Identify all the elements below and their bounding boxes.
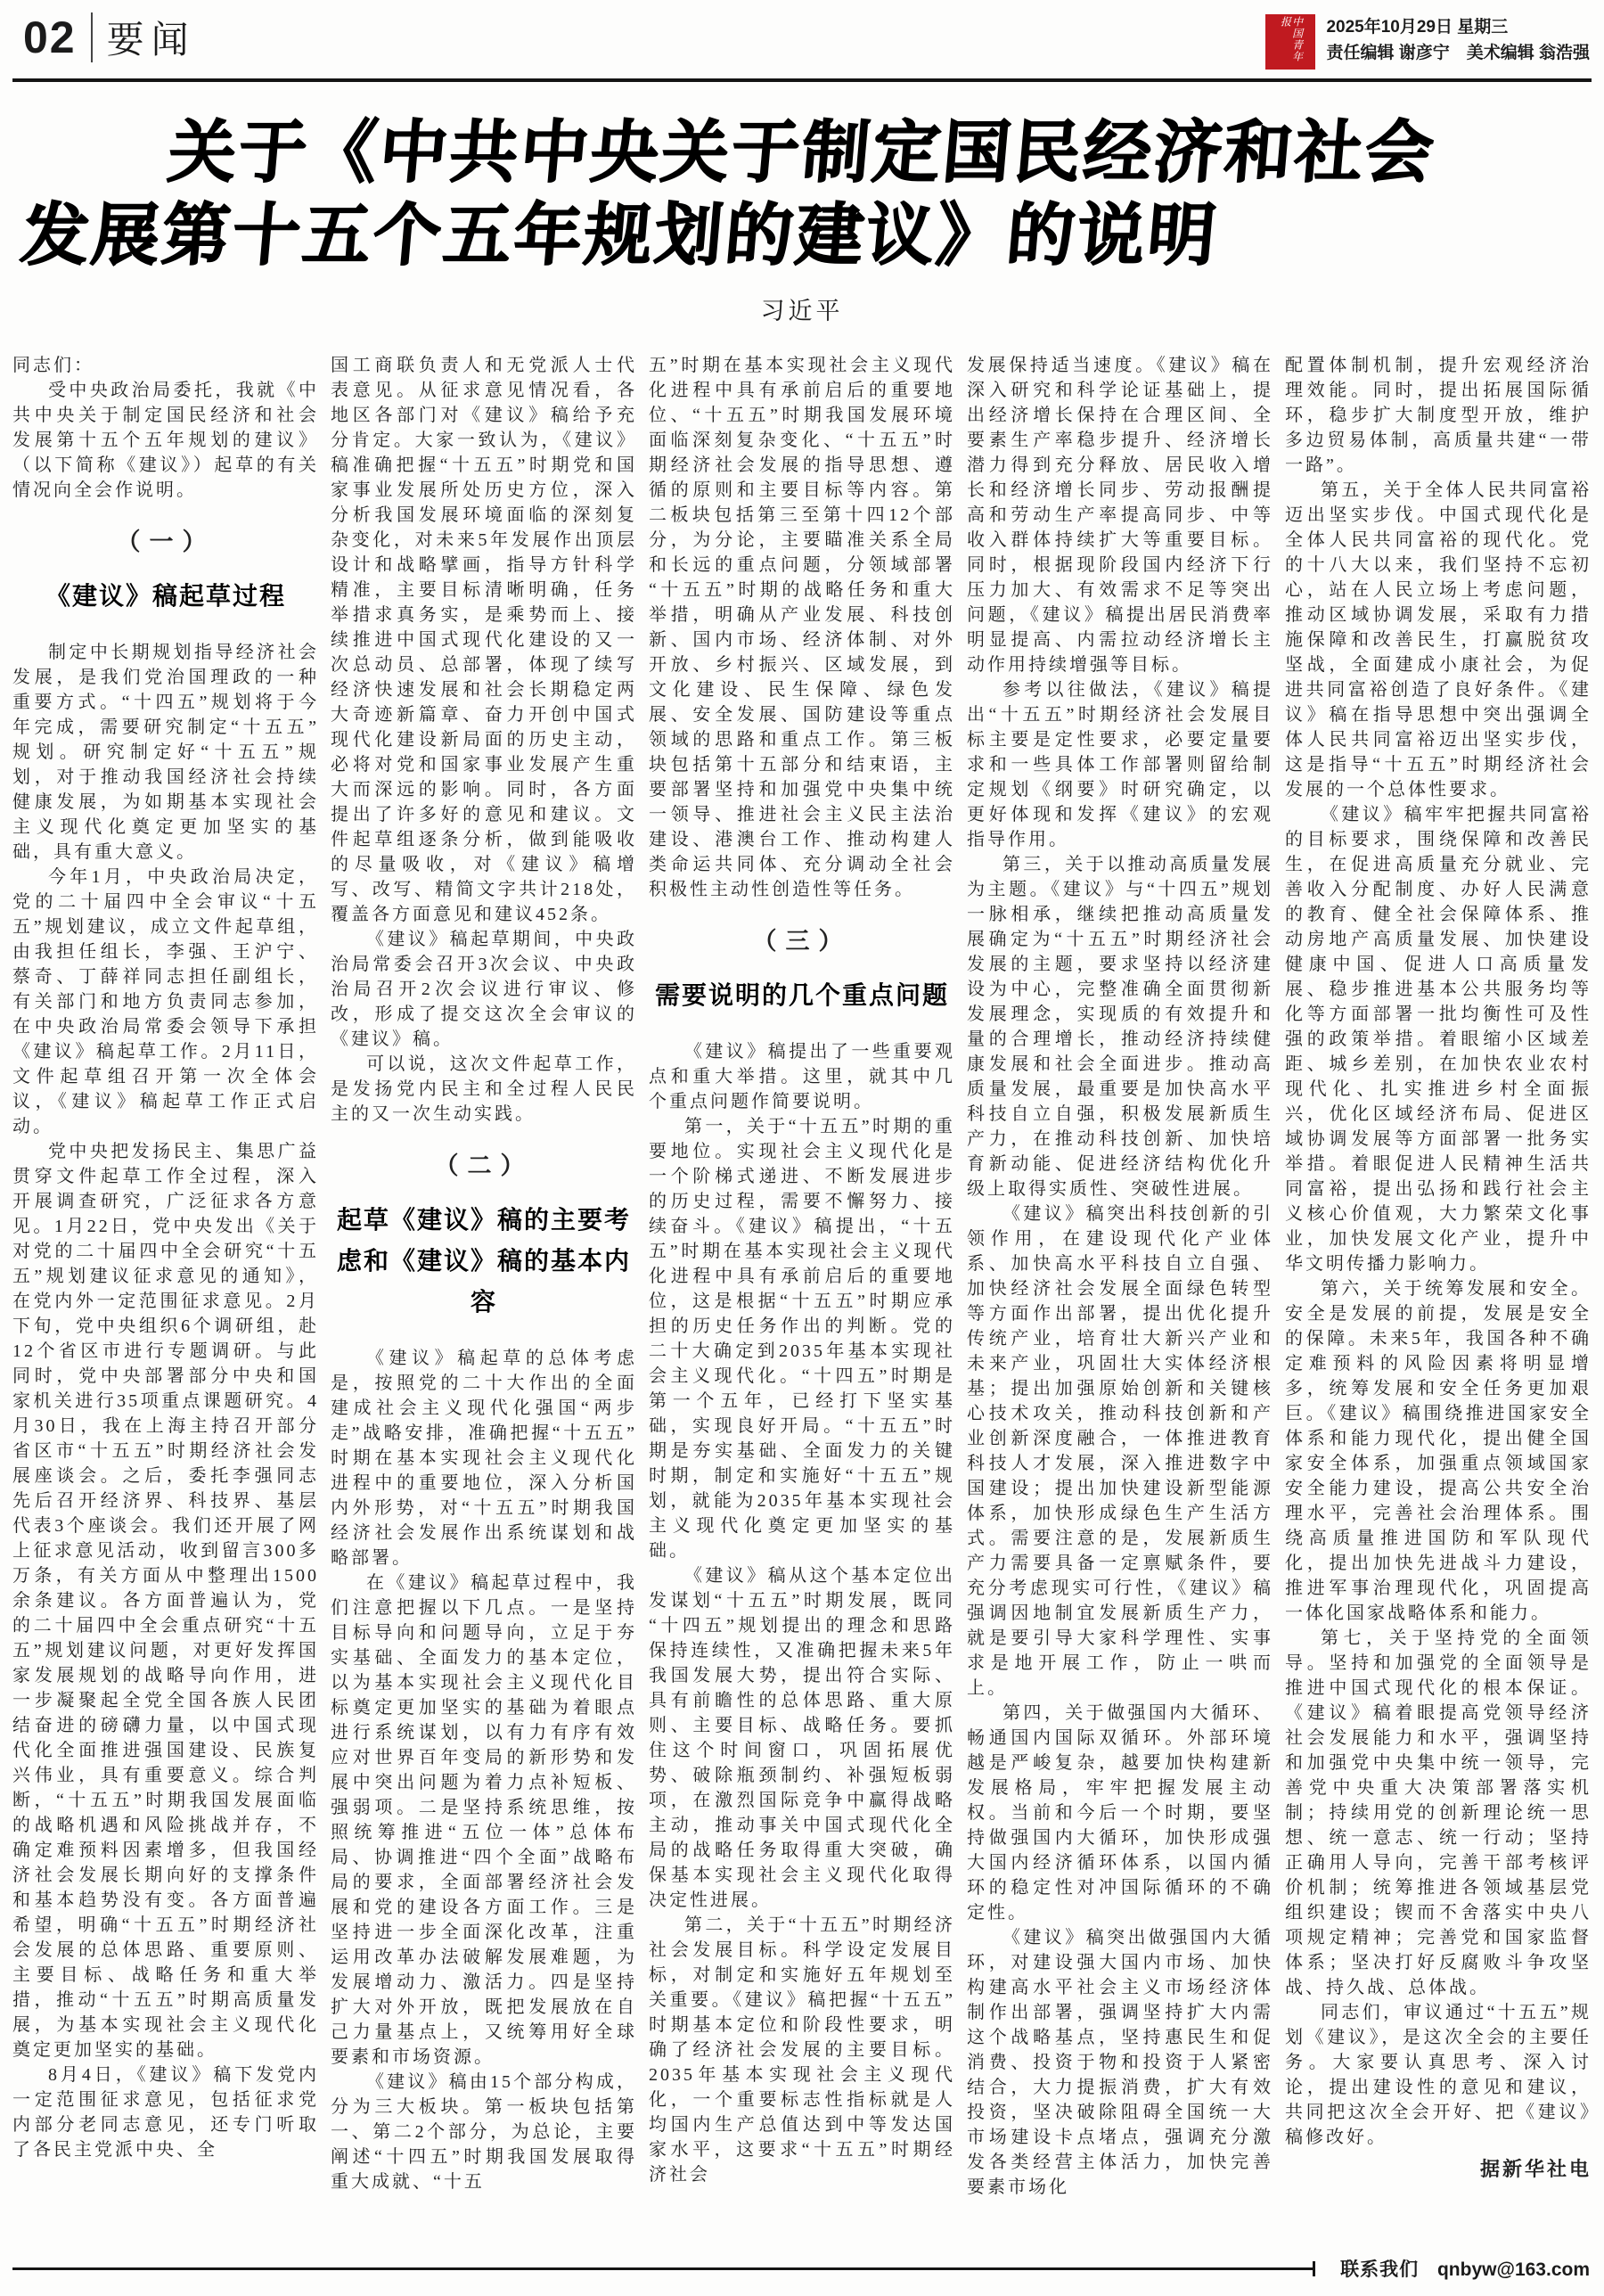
paragraph: 《建议》稿突出做强国内大循环，对建设强大国内市场、加快构建高水平社会主义市场经济体制作出部署，强调坚持扩大内需这个战略基点，坚持惠民生和促消费、投资于物和投资于人紧密结合，大力提振消费，扩大有效投资，坚决破除阻碍全国统一大市场建设卡点堵点，强调充分激发各类经营主体活力，加快完善要素市场化 bbox=[967, 1928, 1273, 2198]
paragraph: 《建议》稿从这个基本定位出发谋划“十五五”时期发展，既同“十四五”规划提出的理念和思路保持连续性，又准确把握未来5年我国发展大势，提出符合实际、具有前瞻性的总体思路、重大原则、主要目标、战略任务。要抓住这个时间窗口，巩固拓展优势、破除瓶颈制约、补强短板弱项，在激烈国际竞争中赢得战略主动，推动事关中国式现代化全局的战略任务取得重大突破，确保基本实现社会主义现代化取得决定性进展。 bbox=[649, 1566, 955, 1911]
paragraph: 《建议》稿突出科技创新的引领作用，在建设现代化产业体系、加快高水平科技自立自强、加快经济社会发展全面绿色转型等方面作出部署，提出优化提升传统产业，培育壮大新兴产业和未来产业，巩固壮大实体经济根基；提出加强原始创新和关键核心技术攻关，推动科技创新和产业创新深度融合，一体推进教育科技人才发展，深入推进数字中国建设；提出加快建设新型能源体系，加快形成绿色生产生活方式。需要注意的是，发展新质生产力需要具备一定禀赋条件，要充分考虑现实可行性，《建议》稿强调因地制宜发展新质生产力，就是要引导大家科学理性、实事求是地开展工作，防止一哄而上。 bbox=[967, 1204, 1273, 1699]
paragraph: 在《建议》稿起草过程中，我们注意把握以下几点。一是坚持目标导向和问题导向，立足于夯实基础、全面发力的基本定位，以为基本实现社会主义现代化目标奠定更加坚实的基础为着眼点进行系统谋划，以有力有序有效应对世界百年变局的新形势和发展中突出问题为着力点补短板、强弱项。二是坚持系统思维，按照统筹推进“五位一体”总体布局、协调推进“四个全面”战略布局的要求，全面部署经济社会发展和党的建设各方面工作。三是坚持进一步全面深化改革，注重运用改革办法破解发展难题，为发展增动力、激活力。四是坚持扩大对外开放，既把发展放在自己力量基点上，又统筹用好全球要素和市场资源。 bbox=[331, 1573, 637, 2068]
section-name: 要闻 bbox=[106, 20, 196, 62]
paragraph: 8月4日，《建议》稿下发党内一定范围征求意见，包括征求党内部分老同志意见，还专门听取了各民主党派中央、全 bbox=[12, 2065, 319, 2161]
paragraph: 第一，关于“十五五”时期的重要地位。实现社会主义现代化是一个阶梯式递进、不断发展进步的历史过程，需要不懈努力、接续奋斗。《建议》稿提出，“十五五”时期在基本实现社会主义现代化进程中具有承前启后的重要地位，这是根据“十五五”时期应承担的历史任务作出的判断。党的二十大确定到2035年基本实现社会主义现代化。“十四五”时期是第一个五年，已经打下坚实基础，实现良好开局。“十五五”时期是夯实基础、全面发力的关键时期，制定和实施好“十五五”规划，就能为2035年基本实现社会主义现代化奠定更加坚实的基础。 bbox=[649, 1117, 955, 1562]
section-title: 《建议》稿起草过程 bbox=[45, 582, 286, 611]
paragraph: 第四，关于做强国内大循环、畅通国内国际双循环。外部环境越是严峻复杂，越要加快构建新发展格局，牢牢把握发展主动权。当前和今后一个时期，要坚持做强国内大循环，加快形成强大国内经济循环体系，以国内循环的稳定性对冲国际循环的不确定性。 bbox=[967, 1703, 1273, 1923]
paragraph: 《建议》稿提出了一些重要观点和重大举措。这里，就其中几个重点问题作简要说明。 bbox=[649, 1042, 955, 1112]
footer-contact-email: qnbyw@163.com bbox=[1436, 2259, 1590, 2280]
paragraph: 参考以往做法，《建议》稿提出“十五五”时期经济社会发展目标主要是定性要求，必要定量要求和一些具体工作部署则留给制定规划《纲要》时研究确定，以更好体现和发挥《建议》的宏观指导作用。 bbox=[967, 680, 1273, 850]
article-byline: 习近平 bbox=[760, 298, 844, 325]
header-right bbox=[1265, 14, 1590, 70]
footer-rule-tick bbox=[1313, 2261, 1315, 2276]
paragraph: 可以说，这次文件起草工作，是发扬党内民主和全过程人民民主的又一次生动实践。 bbox=[331, 1054, 637, 1125]
paragraph: 五”时期在基本实现社会主义现代化进程中具有承前启后的重要地位、“十五五”时期我国发展环境面临深刻复杂变化、“十五五”时期经济社会发展的指导思想、遵循的原则和主要目标等内容。第二板块包括第三至第十四12个部分，为分论，主要瞄准关系全局和长远的重点问题，分领域部署“十五五”时期的战略任务和重大举措，明确从产业发展、科技创新、国内市场、经济体制、对外开放、乡村振兴、区域发展，到文化建设、民生保障、绿色发展、安全发展、国防建设等重点领域的思路和重点工作。第三板块包括第十五部分和结束语，主要部署坚持和加强党中央集中统一领导、推进社会主义民主法治建设、港澳台工作、推动构建人类命运共同体、充分调动全社会积极性主动性创造性等任务。 bbox=[649, 356, 955, 900]
page-header bbox=[0, 0, 1604, 70]
page-footer bbox=[12, 2255, 1590, 2282]
section-title: 起草《建议》稿的主要考虑和《建议》稿的基本内容 bbox=[336, 1206, 631, 1316]
article-headline bbox=[0, 112, 1604, 277]
section-number: （二） bbox=[434, 1152, 534, 1180]
masthead-logo: 中国青年报 bbox=[1265, 14, 1315, 70]
paragraph: 第三，关于以推动高质量发展为主题。《建议》与“十四五”规划一脉相承，继续把推动高质量发展确定为“十五五”时期经济社会发展的主题，要求坚持以经济建设为中心，完整准确全面贯彻新发展理念，实现质的有效提升和量的合理增长，推动经济持续健康发展和社会全面进步。推动高质量发展，最重要是加快高水平科技自立自强，积极发展新质生产力，在推动科技创新、加快培育新动能、促进经济结构优化升级上取得实质性、突破性进展。 bbox=[967, 855, 1273, 1200]
section-number: （三） bbox=[752, 928, 852, 955]
article-body bbox=[12, 353, 1592, 2243]
paragraph: 同志们，审议通过“十五五”规划《建议》，是这次全会的主要任务。大家要认真思考、深入讨论，提出建设性的意见和建议，共同把这次全会开好、把《建议》稿修改好。 bbox=[1285, 2003, 1592, 2148]
footer-contact bbox=[1340, 2255, 1590, 2282]
footer-rule bbox=[12, 2267, 1315, 2270]
source-credit: 据新华社电 bbox=[1479, 2158, 1592, 2181]
paragraph: 今年1月，中央政治局决定，党的二十届四中全会审议“十五五”规划建议，成立文件起草组，由我担任组长，李强、王沪宁、蔡奇、丁薛祥同志担任副组长，有关部门和地方负责同志参加，在中央政治局常委会领导下承担《建议》稿起草工作。2月11日，文件起草组召开第一次全体会议，《建议》稿起草工作正式启动。 bbox=[12, 867, 319, 1137]
paragraph: 受中央政治局委托，我就《中共中央关于制定国民经济和社会发展第十五个五年规划的建议》（以下简称《建议》）起草的有关情况向全会作说明。 bbox=[12, 381, 319, 501]
paragraph: 党中央把发扬民主、集思广益贯穿文件起草工作全过程，深入开展调查研究，广泛征求各方意见。1月22日，党中央发出《关于对党的二十届四中全会研究“十五五”规划建议征求意见的通知》，在党内外一定范围征求意见。2月下旬，党中央组织6个调研组，赴12个省区市进行专题调研。与此同时，党中央部署部分中央和国家机关进行35项重点课题研究。4月30日，我在上海主持召开部分省区市“十五五”时期经济社会发展座谈会。之后，委托李强同志先后召开经济界、科技界、基层代表3个座谈会。我们还开展了网上征求意见活动，收到留言300多万条，有关方面从中整理出1500余条建议。各方面普遍认为，党的二十届四中全会重点研究“十五五”规划建议问题，对更好发挥国家发展规划的战略导向作用，进一步凝聚起全党全国各族人民团结奋进的磅礴力量，以中国式现代化全面推进强国建设、民族复兴伟业，具有重要意义。综合判断，“十五五”时期我国发展面临的战略机遇和风险挑战并存，不确定难预料因素增多，但我国经济社会发展长期向好的支撑条件和基本趋势没有变。各方面普遍希望，明确“十五五”时期经济社会发展的总体思路、重要原则、主要目标、战略任务和重大举措，推动“十五五”时期高质量发展，为基本实现社会主义现代化奠定更加坚实的基础。 bbox=[12, 1142, 319, 2061]
header-left bbox=[23, 11, 196, 64]
paragraph: 第五，关于全体人民共同富裕迈出坚实步伐。中国式现代化是全体人民共同富裕的现代化。党的十八大以来，我们坚持不忘初心，站在人民立场上考虑问题，推动区域协调发展，采取有力措施保障和改善民生，打赢脱贫攻坚战，全面建成小康社会，为促进共同富裕创造了良好条件。《建议》稿在指导思想中突出强调全体人民共同富裕迈出坚实步伐，这是指导“十五五”时期经济社会发展的一个总体性要求。 bbox=[1285, 480, 1592, 800]
paragraph: 《建议》稿起草的总体考虑是，按照党的二十大作出的全面建成社会主义现代化强国“两步走”战略安排，准确把握“十五五”时期在基本实现社会主义现代化进程中的重要地位，深入分析国内外形势，对“十五五”时期我国经济社会发展作出系统谋划和战略部署。 bbox=[331, 1349, 637, 1569]
header-divider bbox=[91, 12, 93, 62]
issue-editors: 责任编辑 谢彦宁 美术编辑 翁浩强 bbox=[1326, 44, 1590, 63]
paragraph: 发展保持适当速度。《建议》稿在深入研究和科学论证基础上，提出经济增长保持在合理区间、全要素生产率稳步提升、经济增长潜力得到充分释放、居民收入增长和经济增长同步、劳动报酬提高和劳动生产率提高同步、中等收入群体持续扩大等重要目标。同时，根据现阶段国内经济下行压力加大、有效需求不足等突出问题，《建议》稿提出居民消费率明显提高、内需拉动经济增长主动作用持续增强等目标。 bbox=[967, 356, 1273, 676]
paragraph: 制定中长期规划指导经济社会发展，是我们党治国理政的一种重要方式。“十四五”规划将于今年完成，需要研究制定“十五五”规划。研究制定好“十五五”规划，对于推动我国经济社会持续健康发展，为如期基本实现社会主义现代化奠定更加坚实的基础，具有重大意义。 bbox=[12, 643, 319, 863]
article-column-4 bbox=[967, 353, 1273, 2243]
footer-contact-label: 联系我们 bbox=[1340, 2259, 1420, 2280]
paragraph: 《建议》稿牢牢把握共同富裕的目标要求，围绕保障和改善民生，在促进高质量充分就业、完善收入分配制度、办好人民满意的教育、健全社会保障体系、推动房地产高质量发展、加快建设健康中国、促进人口高质量发展、稳步推进基本公共服务均等化等方面部署一批均衡性可及性强的政策举措。着眼缩小区域差距、城乡差别，在加快农业农村现代化、扎实推进乡村全面振兴，优化区域经济布局、促进区域协调发展等方面部署一批务实举措。着眼促进人民精神生活共同富裕，提出弘扬和践行社会主义核心价值观，大力繁荣文化事业，加快发展文化产业，提升中华文明传播力影响力。 bbox=[1285, 805, 1592, 1275]
paragraph: 第七，关于坚持党的全面领导。坚持和加强党的全面领导是推进中国式现代化的根本保证。《建议》稿着眼提高党领导经济社会发展能力和水平，强调坚持和加强党中央集中统一领导，完善党中央重大决策部署落实机制；持续用党的创新理论统一思想、统一意志、统一行动；坚持正确用人导向，完善干部考核评价机制；统筹推进各领域基层党组织建设；锲而不舍落实中央八项规定精神；完善党和国家监督体系；坚决打好反腐败斗争攻坚战、持久战、总体战。 bbox=[1285, 1628, 1592, 1998]
article-column-2 bbox=[331, 353, 637, 2243]
paragraph: 第六，关于统筹发展和安全。安全是发展的前提，发展是安全的保障。未来5年，我国各种不确定难预料的风险因素将明显增多，统筹发展和安全任务更加艰巨。《建议》稿围绕推进国家安全体系和能力现代化，提出健全国家安全体系，加强重点领域国家安全能力建设，提高公共安全治理水平，完善社会治理体系。围绕高质量推进国防和军队现代化，提出加快先进战斗力建设，推进军事治理现代化，巩固提高一体化国家战略体系和能力。 bbox=[1285, 1279, 1592, 1624]
paragraph: 同志们： bbox=[12, 356, 94, 376]
paragraph: 《建议》稿起草期间，中央政治局常委会召开3次会议、中央政治局召开2次会议进行审议、修改，形成了提交这次全会审议的《建议》稿。 bbox=[331, 930, 637, 1050]
headline-line-2: 发展第十五个五年规划的建议》的说明 bbox=[18, 197, 1222, 274]
article-column-3 bbox=[649, 353, 955, 2243]
issue-date: 2025年10月29日 星期三 bbox=[1326, 18, 1509, 37]
article-column-1 bbox=[12, 353, 319, 2243]
page-number: 02 bbox=[23, 12, 77, 62]
paragraph: 配置体制机制，提升宏观经济治理效能。同时，提出拓展国际循环，稳步扩大制度型开放，维护多边贸易体制，高质量共建“一带一路”。 bbox=[1285, 356, 1592, 476]
header-rule bbox=[12, 78, 1592, 82]
section-title: 需要说明的几个重点问题 bbox=[654, 981, 949, 1010]
issue-info bbox=[1326, 14, 1590, 67]
article-column-5 bbox=[1285, 353, 1592, 2243]
section-number: （一） bbox=[116, 529, 216, 556]
headline-line-1: 关于《中共中央关于制定国民经济和社会 bbox=[165, 115, 1439, 191]
paragraph: 国工商联负责人和无党派人士代表意见。从征求意见情况看，各地区各部门对《建议》稿给予充分肯定。大家一致认为，《建议》稿准确把握“十五五”时期党和国家事业发展所处历史方位，深入分析我国发展环境面临的深刻复杂变化，对未来5年发展作出顶层设计和战略擘画，指导方针科学精准，主要目标清晰明确，任务举措求真务实，是乘势而上、接续推进中国式现代化建设的又一次总动员、总部署，体现了续写经济快速发展和社会长期稳定两大奇迹新篇章、奋力开创中国式现代化建设新局面的历史主动，必将对党和国家事业发展产生重大而深远的影响。同时，各方面提出了许多好的意见和建议。文件起草组逐条分析，做到能吸收的尽量吸收，对《建议》稿增写、改写、精简文字共计218处，覆盖各方面意见和建议452条。 bbox=[331, 356, 637, 925]
paragraph: 第二，关于“十五五”时期经济社会发展目标。科学设定发展目标，对制定和实施好五年规划至关重要。《建议》稿把握“十五五”时期基本定位和阶段性要求，明确了经济社会发展的主要目标。2035年基本实现社会主义现代化，一个重要标志性指标就是人均国内生产总值达到中等发达国家水平，这要求“十五五”时期经济社会 bbox=[649, 1915, 955, 2185]
paragraph: 《建议》稿由15个部分构成，分为三大板块。第一板块包括第一、第二2个部分，为总论，主要阐述“十四五”时期我国发展取得重大成就、“十五 bbox=[331, 2072, 637, 2193]
